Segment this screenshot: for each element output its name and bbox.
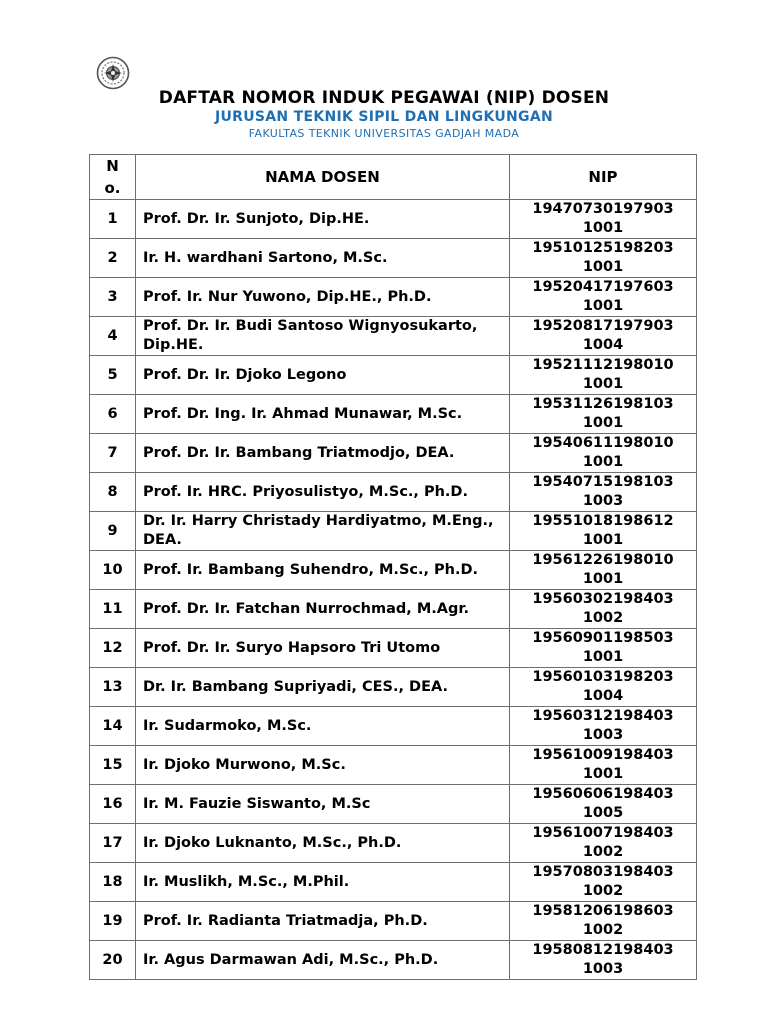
nip-part-2: 1001: [582, 649, 624, 665]
row-number: 20: [90, 941, 136, 980]
nip-part-1: 19531126198103: [532, 396, 674, 412]
lecturer-name: Prof. Dr. Ir. Suryo Hapsoro Tri Utomo: [136, 629, 510, 668]
row-number: 5: [90, 356, 136, 395]
lecturer-name: Prof. Ir. Bambang Suhendro, M.Sc., Ph.D.: [136, 551, 510, 590]
table-row: [90, 590, 697, 629]
lecturer-name: Prof. Ir. HRC. Priyosulistyo, M.Sc., Ph.D.: [136, 473, 510, 512]
nip-part-2: 1002: [582, 883, 624, 899]
row-number: 16: [90, 785, 136, 824]
nip-part-1: 19561226198010: [532, 552, 674, 568]
table-row: [90, 395, 697, 434]
row-number: 19: [90, 902, 136, 941]
lecturer-name: Prof. Dr. Ir. Budi Santoso Wignyosukarto, Dip.HE.: [136, 317, 510, 356]
lecturer-name: Ir. Djoko Murwono, M.Sc.: [136, 746, 510, 785]
lecturer-nip: [510, 863, 697, 902]
lecturer-nip: [510, 824, 697, 863]
row-number: 1: [90, 200, 136, 239]
table-row: [90, 824, 697, 863]
nip-part-1: 19551018198612: [532, 513, 674, 529]
nip-part-2: 1003: [582, 727, 624, 743]
nip-part-1: 19560606198403: [532, 786, 674, 802]
row-number: 14: [90, 707, 136, 746]
nip-part-2: 1002: [582, 844, 624, 860]
nip-part-2: 1001: [582, 415, 624, 431]
lecturer-nip: [510, 434, 697, 473]
lecturer-name: Prof. Dr. Ir. Bambang Triatmodjo, DEA.: [136, 434, 510, 473]
nip-part-1: 19581206198603: [532, 903, 674, 919]
table-row: [90, 668, 697, 707]
table-row: [90, 863, 697, 902]
row-number: 15: [90, 746, 136, 785]
row-number: 10: [90, 551, 136, 590]
row-number: 12: [90, 629, 136, 668]
table-row: [90, 239, 697, 278]
nip-part-2: 1001: [582, 220, 624, 236]
table-row: [90, 551, 697, 590]
lecturer-nip: [510, 902, 697, 941]
nip-part-2: 1001: [582, 298, 624, 314]
faculty-subtitle: FAKULTAS TEKNIK UNIVERSITAS GADJAH MADA: [248, 127, 520, 140]
table-row: [90, 902, 697, 941]
row-number: 9: [90, 512, 136, 551]
nip-part-2: 1003: [582, 961, 624, 977]
row-number: 3: [90, 278, 136, 317]
lecturer-nip: [510, 356, 697, 395]
row-number: 13: [90, 668, 136, 707]
lecturer-nip: [510, 239, 697, 278]
row-number: 18: [90, 863, 136, 902]
university-seal-icon: [96, 56, 130, 90]
nip-part-1: 19540715198103: [532, 474, 674, 490]
nip-part-2: 1001: [582, 571, 624, 587]
lecturer-nip-table: [89, 154, 697, 980]
lecturer-name: Prof. Ir. Radianta Triatmadja, Ph.D.: [136, 902, 510, 941]
nip-part-1: 19470730197903: [532, 201, 674, 217]
lecturer-name: Dr. Ir. Bambang Supriyadi, CES., DEA.: [136, 668, 510, 707]
lecturer-name: Ir. M. Fauzie Siswanto, M.Sc: [136, 785, 510, 824]
nip-part-1: 19561009198403: [532, 747, 674, 763]
nip-part-2: 1001: [582, 259, 624, 275]
row-number: 7: [90, 434, 136, 473]
table-row: [90, 200, 697, 239]
table-row: [90, 785, 697, 824]
lecturer-name: Prof. Dr. Ing. Ir. Ahmad Munawar, M.Sc.: [136, 395, 510, 434]
nip-part-1: 19570803198403: [532, 864, 674, 880]
lecturer-name: Dr. Ir. Harry Christady Hardiyatmo, M.Eng., DEA.: [136, 512, 510, 551]
row-number: 11: [90, 590, 136, 629]
lecturer-nip: [510, 278, 697, 317]
lecturer-nip: [510, 512, 697, 551]
nip-part-1: 19560302198403: [532, 591, 674, 607]
nip-part-2: 1005: [582, 805, 624, 821]
department-subtitle: JURUSAN TEKNIK SIPIL DAN LINGKUNGAN: [214, 109, 554, 125]
table-row: [90, 512, 697, 551]
table-row: [90, 356, 697, 395]
lecturer-name: Ir. Sudarmoko, M.Sc.: [136, 707, 510, 746]
nip-part-2: 1002: [582, 610, 624, 626]
nip-part-1: 19580812198403: [532, 942, 674, 958]
lecturer-name: Prof. Dr. Ir. Sunjoto, Dip.HE.: [136, 200, 510, 239]
nip-part-2: 1001: [582, 766, 624, 782]
lecturer-nip: [510, 707, 697, 746]
lecturer-name: Ir. Agus Darmawan Adi, M.Sc., Ph.D.: [136, 941, 510, 980]
row-number: 2: [90, 239, 136, 278]
page-title: DAFTAR NOMOR INDUK PEGAWAI (NIP) DOSEN: [158, 88, 610, 108]
table-row: [90, 473, 697, 512]
row-number: 17: [90, 824, 136, 863]
nip-part-1: 19521112198010: [532, 357, 674, 373]
row-number: 8: [90, 473, 136, 512]
column-header-nip: NIP: [510, 155, 697, 200]
nip-part-1: 19510125198203: [532, 240, 674, 256]
lecturer-nip: [510, 200, 697, 239]
lecturer-nip: [510, 785, 697, 824]
row-number: 6: [90, 395, 136, 434]
table-row: [90, 941, 697, 980]
lecturer-name: Ir. Muslikh, M.Sc., M.Phil.: [136, 863, 510, 902]
table-row: [90, 434, 697, 473]
lecturer-nip: [510, 941, 697, 980]
lecturer-nip: [510, 668, 697, 707]
nip-part-2: 1002: [582, 922, 624, 938]
lecturer-name: Ir. Djoko Luknanto, M.Sc., Ph.D.: [136, 824, 510, 863]
lecturer-nip: [510, 473, 697, 512]
lecturer-name: Prof. Dr. Ir. Fatchan Nurrochmad, M.Agr.: [136, 590, 510, 629]
lecturer-name: Prof. Ir. Nur Yuwono, Dip.HE., Ph.D.: [136, 278, 510, 317]
nip-part-2: 1003: [582, 493, 624, 509]
table-row: [90, 746, 697, 785]
lecturer-nip: [510, 317, 697, 356]
table-header-row: [90, 155, 697, 200]
lecturer-nip: [510, 395, 697, 434]
lecturer-name: Ir. H. wardhani Sartono, M.Sc.: [136, 239, 510, 278]
nip-part-1: 19560901198503: [532, 630, 674, 646]
nip-part-2: 1001: [582, 454, 624, 470]
table-row: [90, 707, 697, 746]
nip-part-2: 1004: [582, 688, 624, 704]
lecturer-nip: [510, 746, 697, 785]
column-header-no: N o.: [90, 155, 136, 200]
lecturer-name: Prof. Dr. Ir. Djoko Legono: [136, 356, 510, 395]
table-row: [90, 629, 697, 668]
nip-part-1: 19520417197603: [532, 279, 674, 295]
nip-part-1: 19540611198010: [532, 435, 674, 451]
lecturer-nip: [510, 590, 697, 629]
table-row: [90, 278, 697, 317]
nip-part-2: 1004: [582, 337, 624, 353]
lecturer-nip: [510, 629, 697, 668]
nip-part-1: 19520817197903: [532, 318, 674, 334]
nip-part-2: 1001: [582, 532, 624, 548]
nip-part-1: 19560312198403: [532, 708, 674, 724]
row-number: 4: [90, 317, 136, 356]
nip-part-2: 1001: [582, 376, 624, 392]
column-header-name: NAMA DOSEN: [136, 155, 510, 200]
nip-part-1: 19560103198203: [532, 669, 674, 685]
nip-part-1: 19561007198403: [532, 825, 674, 841]
lecturer-nip: [510, 551, 697, 590]
table-row: [90, 317, 697, 356]
